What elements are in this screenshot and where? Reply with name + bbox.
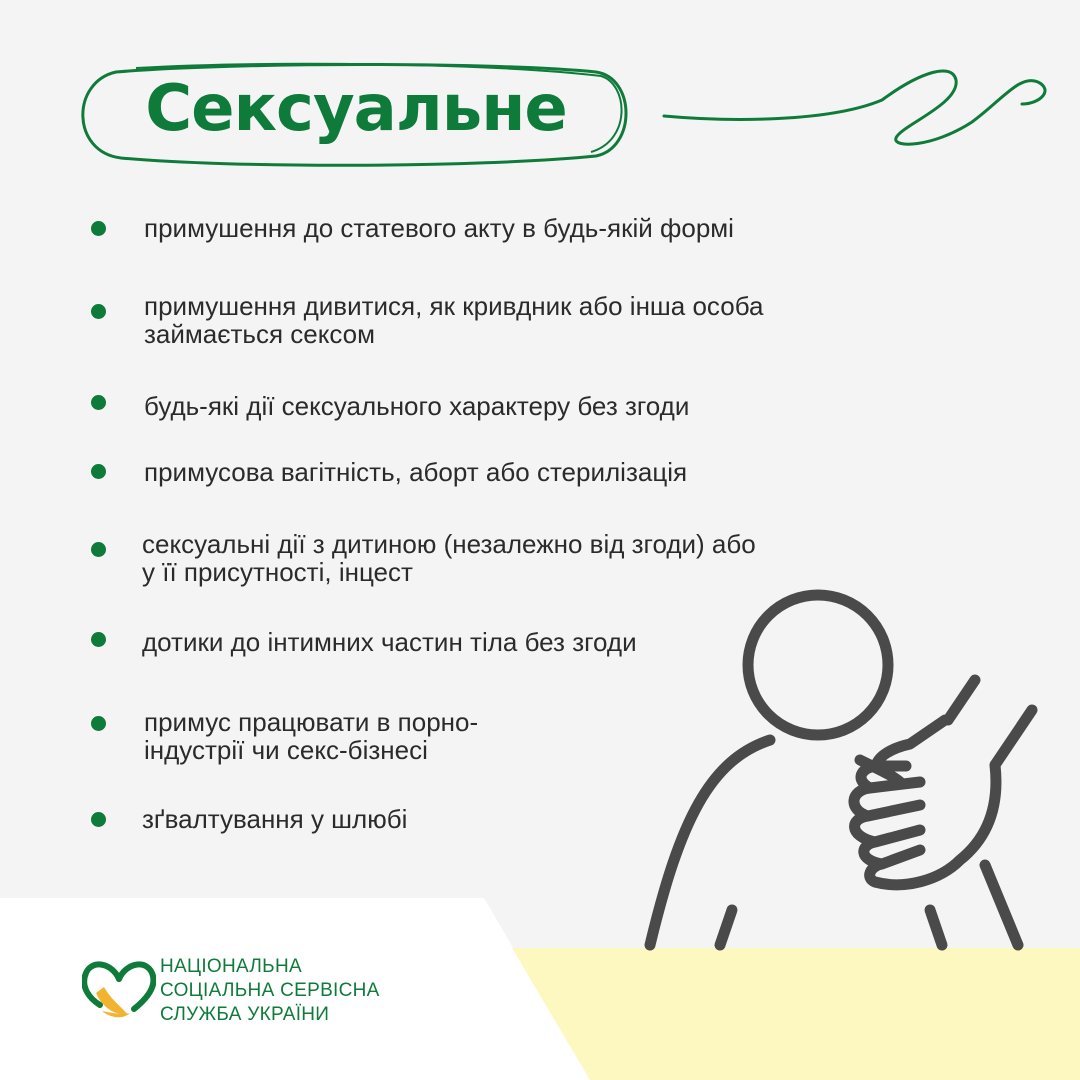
bullet-dot [91,464,106,479]
bullet-dot [91,304,106,319]
bullet-dot [91,812,106,827]
page-title: Сексуальне [145,72,567,146]
list-item: примушення до статевого акту в будь-якій формі [144,213,734,243]
footer-yellow-panel [512,948,1080,1080]
bullet-dot [91,632,106,647]
list-item: будь-які дії сексуального характеру без згоди [144,391,690,421]
bullet-dot [91,716,106,731]
hand-icon [854,680,1032,885]
organization-name: НАЦІОНАЛЬНА СОЦІАЛЬНА СЕРВІСНА СЛУЖБА УКРАЇНИ [160,956,380,1025]
bullet-dot [91,395,106,410]
organization-logo [82,955,402,1035]
list-item: зґвалтування у шлюбі [142,804,408,834]
bullet-dot [91,221,106,236]
list-item: примушення дивитися, як кривдник або інша особа займається сексом [144,291,764,349]
list-item: дотики до інтимних частин тіла без згоди [142,627,637,657]
list-item: сексуальні дії з дитиною (незалежно від згоди) або у її присутності, інцест [142,529,756,587]
list-item: примус працювати в порно- індустрії чи секс-бізнесі [144,707,479,765]
body-outline [650,740,770,945]
bullet-dot [91,542,106,557]
heart-logo-icon [82,957,156,1023]
head-icon [748,595,888,735]
list-item: примусова вагітність, аборт або стерилізація [144,457,688,487]
person-illustration [620,560,1080,960]
